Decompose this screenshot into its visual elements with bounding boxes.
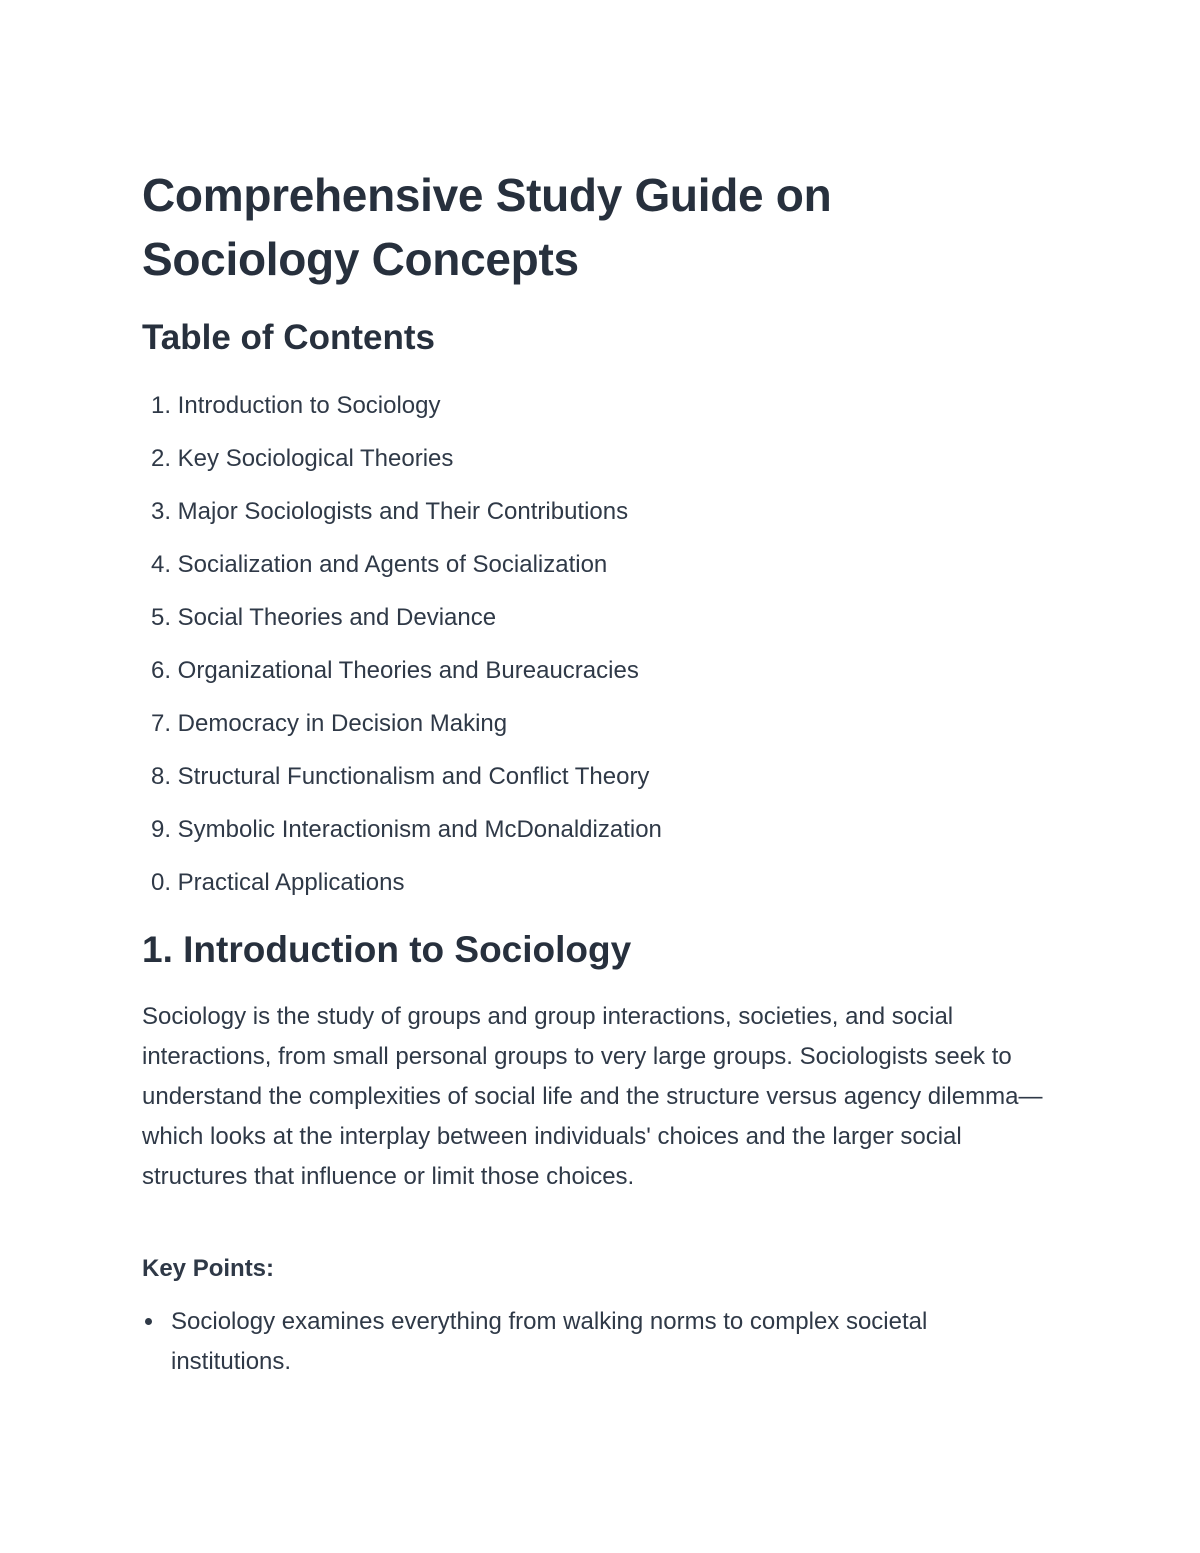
toc-item-number: 0. xyxy=(150,869,171,896)
toc-item-label: Democracy in Decision Making xyxy=(177,710,508,737)
section-heading: 1. Introduction to Sociology xyxy=(142,929,632,970)
toc-item-label: Major Sociologists and Their Contributions xyxy=(177,498,629,525)
toc-item-label: Socialization and Agents of Socialization xyxy=(177,551,608,578)
section-paragraph: Sociology is the study of groups and group interactions, societies, and social interactions, from small personal groups to very large groups. Sociologists seek to understand the complexities of social life and the structure versus agency dilemma—which looks at the interplay between individuals' choices and the larger social structures that influence or limit those choices. xyxy=(142,1003,1043,1190)
toc-item[interactable] xyxy=(142,544,662,597)
toc-item-label: Key Sociological Theories xyxy=(177,445,454,472)
key-points-label: Key Points: xyxy=(142,1255,275,1282)
toc-item-number: 3. xyxy=(150,498,171,525)
list-item xyxy=(142,1302,1052,1382)
toc-item-label: Social Theories and Deviance xyxy=(177,604,497,631)
toc-item-label: Organizational Theories and Bureaucracies xyxy=(177,657,639,684)
toc-item-number: 4. xyxy=(150,551,171,578)
document-title: Comprehensive Study Guide on Sociology Concepts xyxy=(142,169,832,285)
toc-item-number: 7. xyxy=(150,710,171,737)
toc-item[interactable] xyxy=(142,385,662,438)
toc-item-number: 6. xyxy=(150,657,171,684)
key-points-list xyxy=(142,1302,1052,1382)
toc-item-number: 1. xyxy=(150,392,171,419)
toc-item[interactable] xyxy=(142,491,662,544)
toc-item-number: 2. xyxy=(150,445,171,472)
toc-item-number: 8. xyxy=(150,763,171,790)
table-of-contents xyxy=(142,385,662,915)
bullet-icon xyxy=(145,1318,152,1325)
toc-heading: Table of Contents xyxy=(142,318,435,357)
toc-item[interactable] xyxy=(142,703,662,756)
list-item-text: Sociology examines everything from walking norms to complex societal institutions. xyxy=(171,1308,928,1375)
toc-item[interactable] xyxy=(142,809,662,862)
toc-item-label: Structural Functionalism and Conflict Theory xyxy=(177,763,650,790)
toc-item-number: 9. xyxy=(150,816,171,843)
toc-item-label: Practical Applications xyxy=(177,869,405,896)
toc-item[interactable] xyxy=(142,862,662,915)
toc-item-number: 5. xyxy=(150,604,171,631)
toc-item-label: Symbolic Interactionism and McDonaldization xyxy=(177,816,662,843)
toc-item[interactable] xyxy=(142,650,662,703)
toc-item[interactable] xyxy=(142,597,662,650)
toc-item-label: Introduction to Sociology xyxy=(177,392,441,419)
toc-item[interactable] xyxy=(142,438,662,491)
toc-item[interactable] xyxy=(142,756,662,809)
